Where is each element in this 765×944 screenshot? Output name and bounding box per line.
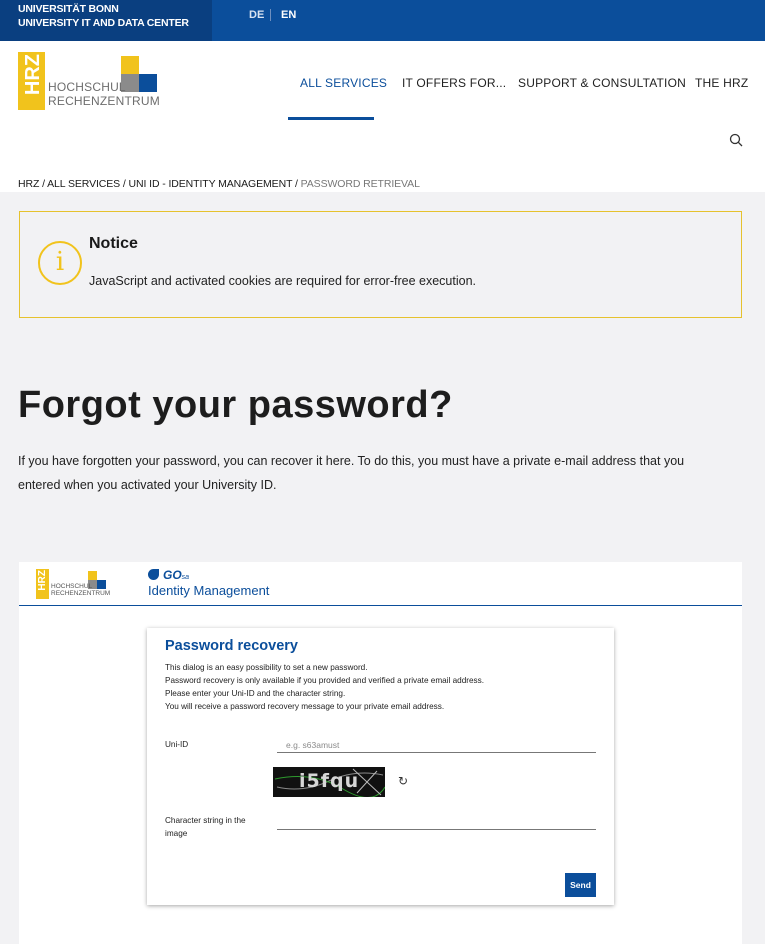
nav-support-consultation[interactable]: SUPPORT & CONSULTATION	[518, 76, 686, 90]
dialog-text-line: Please enter your Uni-ID and the character string.	[165, 689, 346, 698]
hrz-mini-logo: HRZ HOCHSCHUL RECHENZENTRUM	[37, 570, 111, 597]
lang-separator	[270, 9, 271, 21]
lang-en-link[interactable]: EN	[281, 9, 297, 21]
notice-title: Notice	[89, 235, 138, 252]
logo-line1: HOCHSCHUL	[48, 80, 126, 94]
logo-letters: HRZ	[22, 54, 44, 96]
nav-all-services[interactable]: ALL SERVICES	[300, 76, 388, 90]
idm-frame	[19, 562, 742, 944]
breadcrumb-all-services[interactable]: ALL SERVICES	[47, 178, 121, 190]
captcha-image	[273, 767, 385, 797]
page-title: Forgot your password?	[18, 384, 453, 426]
captcha-label: Character string in the image	[165, 816, 246, 838]
dialog-text-line: Password recovery is only available if you provided and verified a private email address.	[165, 676, 485, 685]
notice-text: JavaScript and activated cookies are required for error-free execution.	[89, 274, 476, 288]
captcha-input[interactable]	[277, 814, 596, 830]
lang-de-link[interactable]: DE	[249, 9, 265, 21]
dialog-text-line: This dialog is an easy possibility to set a new password.	[165, 663, 368, 672]
breadcrumb-hrz[interactable]: HRZ	[18, 178, 40, 190]
university-line1: UNIVERSITÄT BONN	[18, 3, 119, 15]
dialog-title: Password recovery	[165, 638, 298, 654]
gosa-leaf-icon	[148, 569, 159, 580]
gosa-logo: GOsa	[148, 568, 189, 582]
breadcrumb-current: PASSWORD RETRIEVAL	[300, 178, 420, 190]
info-icon: i	[38, 241, 82, 285]
nav-the-hrz[interactable]: THE HRZ	[695, 76, 749, 90]
uni-id-label: Uni-ID	[165, 740, 189, 749]
nav-it-offers[interactable]: IT OFFERS FOR...	[402, 76, 507, 90]
hrz-logo[interactable]	[18, 52, 158, 110]
breadcrumb: HRZ / ALL SERVICES / UNI ID - IDENTITY MANAGEMENT / PASSWORD RETRIEVAL	[18, 178, 420, 190]
dialog-text-line: You will receive a password recovery message to your private email address.	[165, 702, 445, 711]
password-recovery-dialog	[147, 628, 614, 905]
uni-id-input[interactable]	[277, 737, 596, 753]
site-header	[0, 41, 765, 192]
notice-box	[19, 211, 742, 318]
idm-subtitle: Identity Management	[148, 583, 270, 598]
captcha-text: i5fqu	[299, 770, 360, 792]
university-line2: UNIVERSITY IT AND DATA CENTER	[18, 17, 189, 29]
idm-header	[19, 562, 742, 606]
page-intro: If you have forgotten your password, you can recover it here. To do this, you must have a private e-mail address that you entered when you activated your University ID.	[18, 454, 685, 492]
search-icon[interactable]	[729, 133, 743, 147]
logo-line2: RECHENZENTRUM	[48, 94, 160, 108]
nav-active-indicator	[288, 117, 374, 120]
breadcrumb-uni-id[interactable]: UNI ID - IDENTITY MANAGEMENT	[128, 178, 293, 190]
university-label[interactable]	[0, 0, 212, 41]
top-bar	[0, 0, 765, 41]
send-button[interactable]: Send	[565, 873, 596, 897]
refresh-captcha-icon[interactable]: ↻	[398, 774, 409, 788]
